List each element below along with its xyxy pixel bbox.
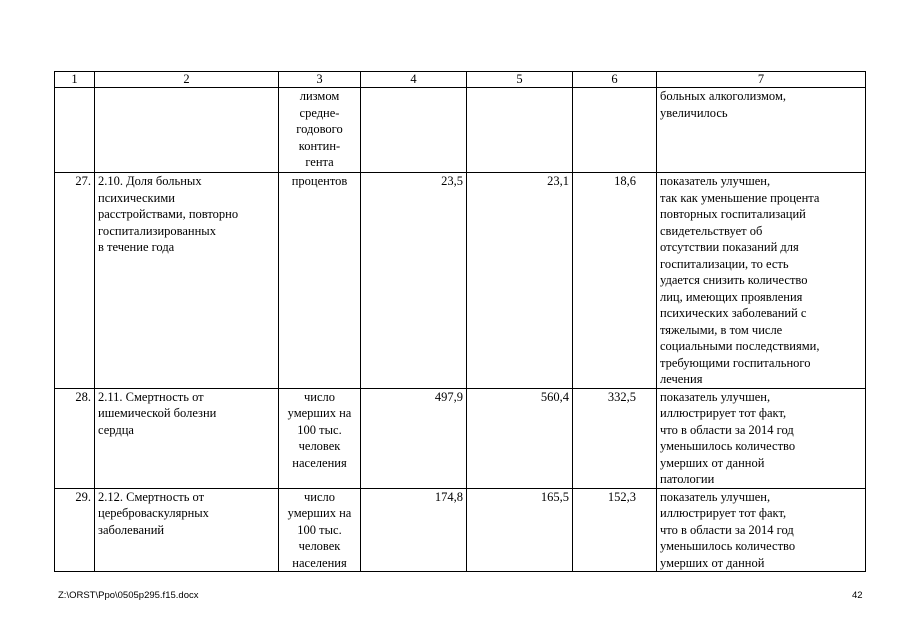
col-header-5: 5 [467,72,573,88]
unit-line: гента [305,155,334,169]
name-line: в течение года [98,240,175,254]
col-header-6: 6 [573,72,657,88]
comment-line: свидетельствует об [660,223,763,238]
name-line: 2.11. Смертность от [98,389,204,404]
comment-line: показатель улучшен, [660,489,771,504]
comment-line: показатель улучшен, [660,389,771,404]
name-line: заболеваний [98,522,165,537]
comment-line: лиц, имеющих проявления [660,289,803,304]
comment-line: патологии [660,472,715,486]
unit-line: населения [292,555,347,570]
comment-line: социальными последствиями, [660,339,820,353]
cell-value-3 [573,88,657,173]
cell-comment [657,88,866,173]
unit-line: контин- [298,138,341,153]
indicators-table [54,71,866,572]
unit-line: умерших на [287,506,352,520]
comment-line: иллюстрирует тот факт, [660,406,787,420]
col-header-4: 4 [361,72,467,88]
cell-value-2: 560,4 [467,388,573,488]
comment-line: показатель улучшен, [660,174,771,188]
cell-value-2: 23,1 [467,173,573,389]
unit-line: лизмом [299,89,340,103]
unit-line: 100 тыс. [297,422,342,437]
cell-num: 27. [55,173,95,389]
cell-value-1 [361,88,467,173]
unit-line: человек [298,539,341,553]
unit-line: число [303,389,335,404]
cell-value-2: 165,5 [467,488,573,572]
comment-line: больных алкоголизмом, [660,89,786,103]
name-line: госпитализированных [98,223,216,238]
comment-line: что в области за 2014 год [660,522,794,537]
unit-line: 100 тыс. [297,522,342,537]
cell-comment [657,173,866,389]
cell-value-3: 332,5 [573,388,657,488]
unit-line: умерших на [287,406,352,420]
comment-line: требующими госпитального [660,355,811,370]
col-header-7: 7 [657,72,866,88]
cell-name [95,88,279,173]
unit-line: годового [296,122,343,136]
name-line: 2.12. Смертность от [98,489,205,504]
cell-num [55,88,95,173]
comment-line: повторных госпитализаций [660,207,806,221]
col-header-2: 2 [95,72,279,88]
unit-line: человек [298,439,341,453]
comment-line: психических заболеваний с [660,306,807,320]
table-row-29 [55,488,866,572]
name-line: расстройствами, повторно [98,207,239,221]
cell-value-1: 174,8 [361,488,467,572]
comment-line: госпитализации, то есть [660,256,789,271]
cell-comment [657,488,866,572]
cell-num: 28. [55,388,95,488]
name-line: ишемической болезни [98,406,217,420]
name-line: психическими [98,190,175,205]
col-header-3: 3 [279,72,361,88]
comment-line: удается снизить количество [660,273,808,287]
cell-name [95,388,279,488]
cell-unit [279,88,361,173]
table-row-28 [55,388,866,488]
cell-value-1: 23,5 [361,173,467,389]
comment-line: иллюстрирует тот факт, [660,506,787,520]
comment-line: отсутствии показаний для [660,240,799,254]
unit-line: число [303,489,335,504]
unit-line: процентов [291,174,348,188]
cell-num: 29. [55,488,95,572]
name-line: 2.10. Доля больных [98,174,202,188]
table-row-continuation [55,88,866,173]
footer-file-path: Z:\ORST\Ppo\0505p295.f15.docx [58,590,199,601]
cell-unit [279,488,361,572]
footer-page-number: 42 [852,590,863,601]
comment-line: увеличилось [660,105,728,120]
name-line: цереброваскулярных [98,506,209,520]
comment-line: умерших от данной [660,455,765,470]
cell-value-2 [467,88,573,173]
cell-unit [279,173,361,389]
unit-line: средне- [299,105,340,120]
comment-line: что в области за 2014 год [660,422,794,437]
cell-value-3: 18,6 [573,173,657,389]
comment-line: умерших от данной [660,555,765,570]
cell-value-1: 497,9 [361,388,467,488]
unit-line: населения [292,455,347,470]
cell-value-3: 152,3 [573,488,657,572]
name-line: сердца [98,422,134,437]
header-row [55,72,866,88]
cell-name [95,173,279,389]
comment-line: уменьшилось количество [660,439,796,453]
col-header-1: 1 [55,72,95,88]
cell-unit [279,388,361,488]
comment-line: уменьшилось количество [660,539,796,553]
table-row-27 [55,173,866,389]
cell-comment [657,388,866,488]
cell-name [95,488,279,572]
comment-line: тяжелыми, в том числе [660,322,783,337]
comment-line: так как уменьшение процента [660,190,820,205]
comment-line: лечения [660,372,703,386]
